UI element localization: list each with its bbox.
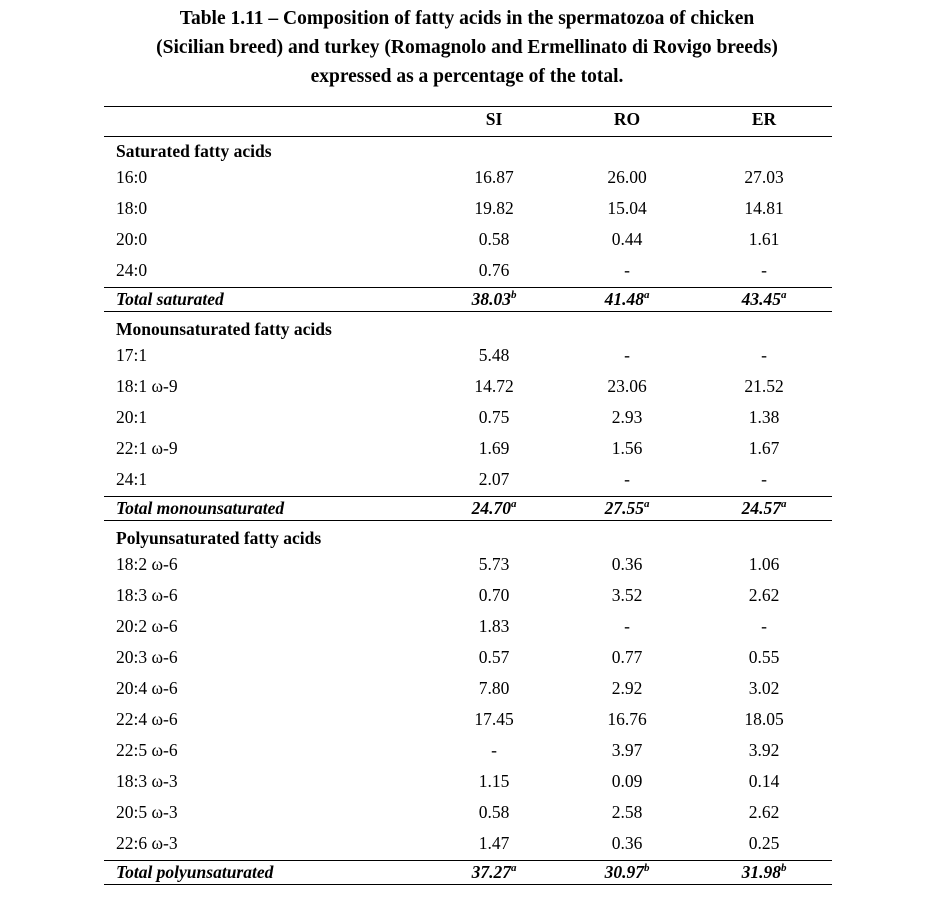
total-bottom-rule-saturated	[104, 311, 832, 312]
significance-superscript: a	[780, 289, 787, 302]
total-value: 38.03	[471, 289, 511, 309]
section-heading-label: Saturated fatty acids	[116, 141, 272, 161]
row-label: 18:3 ω-3	[116, 771, 178, 791]
significance-superscript: a	[510, 498, 517, 511]
total-cell-er	[704, 862, 824, 883]
table-row	[104, 703, 832, 734]
total-value: 30.97	[604, 862, 644, 882]
table-row	[104, 827, 832, 858]
cell-er: 0.14	[748, 771, 780, 791]
cell-er: 2.62	[748, 802, 780, 822]
cell-ro: 2.92	[611, 678, 643, 698]
cell-ro: 0.44	[611, 229, 643, 249]
cell-si: 1.15	[478, 771, 510, 791]
cell-ro: 15.04	[607, 198, 647, 218]
cell-er: -	[761, 469, 767, 489]
table-header-row	[104, 106, 832, 136]
table-row	[104, 370, 832, 401]
total-label: Total saturated	[116, 289, 224, 309]
row-label: 20:5 ω-3	[116, 802, 178, 822]
significance-superscript: a	[643, 289, 650, 302]
total-value: 37.27	[471, 862, 511, 882]
total-label: Total polyunsaturated	[116, 862, 274, 882]
table-row	[104, 765, 832, 796]
table-row	[104, 254, 832, 285]
total-value: 24.70	[471, 498, 511, 518]
cell-si: 5.73	[478, 554, 510, 574]
cell-er: 2.62	[748, 585, 780, 605]
cell-ro: -	[624, 260, 630, 280]
table-row	[104, 548, 832, 579]
total-cell-ro	[567, 289, 687, 310]
significance-superscript: b	[780, 862, 787, 875]
cell-si: 0.76	[478, 260, 510, 280]
cell-si: 0.58	[478, 229, 510, 249]
total-value: 41.48	[604, 289, 644, 309]
cell-si: -	[491, 740, 497, 760]
cell-si: 1.47	[478, 833, 510, 853]
cell-er: 0.25	[748, 833, 780, 853]
total-value: 43.45	[741, 289, 781, 309]
caption-line-1: Table 1.11 – Composition of fatty acids in the spermatozoa of chicken	[179, 8, 755, 29]
table-row	[104, 579, 832, 610]
cell-ro: 0.36	[611, 554, 643, 574]
table-row	[104, 463, 832, 494]
cell-ro: 23.06	[607, 376, 647, 396]
section-heading-saturated	[104, 135, 832, 161]
cell-er: -	[761, 345, 767, 365]
caption-line-2: (Sicilian breed) and turkey (Romagnolo and Ermellinato di Rovigo breeds)	[156, 37, 778, 58]
total-cell-si	[434, 498, 554, 519]
cell-er: 27.03	[744, 167, 784, 187]
table-row	[104, 223, 832, 254]
cell-si: 19.82	[474, 198, 514, 218]
table-row	[104, 796, 832, 827]
cell-si: 14.72	[474, 376, 514, 396]
total-cell-er	[704, 289, 824, 310]
cell-er: 1.06	[748, 554, 780, 574]
cell-si: 1.69	[478, 438, 510, 458]
cell-ro: 2.93	[611, 407, 643, 427]
cell-ro: 3.52	[611, 585, 643, 605]
cell-er: 21.52	[744, 376, 784, 396]
row-label: 22:4 ω-6	[116, 709, 178, 729]
cell-er: 18.05	[744, 709, 784, 729]
cell-ro: 2.58	[611, 802, 643, 822]
cell-er: 1.38	[748, 407, 780, 427]
cell-er: 1.67	[748, 438, 780, 458]
section-heading-label: Polyunsaturated fatty acids	[116, 528, 322, 548]
table-row	[104, 641, 832, 672]
cell-si: 7.80	[478, 678, 510, 698]
cell-ro: -	[624, 616, 630, 636]
cell-er: 3.02	[748, 678, 780, 698]
cell-si: 2.07	[478, 469, 510, 489]
significance-superscript: a	[780, 498, 787, 511]
row-label: 22:6 ω-3	[116, 833, 178, 853]
cell-si: 17.45	[474, 709, 514, 729]
total-bottom-rule-poly	[104, 884, 832, 885]
total-value: 27.55	[604, 498, 644, 518]
cell-ro: -	[624, 345, 630, 365]
total-row-poly	[104, 860, 832, 885]
significance-superscript: b	[510, 289, 517, 302]
cell-ro: 26.00	[607, 167, 647, 187]
cell-er: -	[761, 260, 767, 280]
cell-ro: 0.77	[611, 647, 643, 667]
row-label: 20:3 ω-6	[116, 647, 178, 667]
column-header-ro: RO	[613, 109, 641, 129]
total-row-mono	[104, 496, 832, 521]
row-label: 20:2 ω-6	[116, 616, 178, 636]
row-label: 18:3 ω-6	[116, 585, 178, 605]
table-row	[104, 161, 832, 192]
row-label: 18:2 ω-6	[116, 554, 178, 574]
section-heading-mono	[104, 313, 832, 339]
cell-si: 0.75	[478, 407, 510, 427]
table-row	[104, 672, 832, 703]
total-label: Total monounsaturated	[116, 498, 285, 518]
significance-superscript: b	[643, 862, 650, 875]
table-row	[104, 339, 832, 370]
cell-si: 0.57	[478, 647, 510, 667]
row-label: 18:1 ω-9	[116, 376, 178, 396]
cell-ro: 1.56	[611, 438, 643, 458]
row-label: 22:5 ω-6	[116, 740, 178, 760]
section-heading-label: Monounsaturated fatty acids	[116, 319, 332, 339]
row-label: 24:1	[116, 469, 148, 489]
total-value: 24.57	[741, 498, 781, 518]
row-label: 20:1	[116, 407, 148, 427]
row-label: 20:0	[116, 229, 148, 249]
cell-er: 0.55	[748, 647, 780, 667]
cell-si: 16.87	[474, 167, 514, 187]
cell-si: 0.58	[478, 802, 510, 822]
table-row	[104, 192, 832, 223]
cell-er: 14.81	[744, 198, 784, 218]
row-label: 18:0	[116, 198, 148, 218]
cell-ro: -	[624, 469, 630, 489]
significance-superscript: a	[510, 862, 517, 875]
row-label: 20:4 ω-6	[116, 678, 178, 698]
table-row	[104, 401, 832, 432]
table-caption	[0, 4, 934, 91]
cell-si: 1.83	[478, 616, 510, 636]
cell-er: 3.92	[748, 740, 780, 760]
cell-er: -	[761, 616, 767, 636]
row-label: 16:0	[116, 167, 148, 187]
total-row-saturated	[104, 287, 832, 312]
total-value: 31.98	[741, 862, 781, 882]
total-cell-ro	[567, 498, 687, 519]
cell-si: 0.70	[478, 585, 510, 605]
cell-ro: 0.36	[611, 833, 643, 853]
table-row	[104, 734, 832, 765]
column-header-si: SI	[485, 109, 503, 129]
row-label: 17:1	[116, 345, 148, 365]
total-cell-ro	[567, 862, 687, 883]
table-row	[104, 432, 832, 463]
cell-si: 5.48	[478, 345, 510, 365]
column-header-er: ER	[751, 109, 777, 129]
cell-er: 1.61	[748, 229, 780, 249]
section-heading-poly	[104, 522, 832, 548]
cell-ro: 16.76	[607, 709, 647, 729]
total-cell-er	[704, 498, 824, 519]
row-label: 24:0	[116, 260, 148, 280]
row-label: 22:1 ω-9	[116, 438, 178, 458]
total-cell-si	[434, 862, 554, 883]
cell-ro: 3.97	[611, 740, 643, 760]
significance-superscript: a	[643, 498, 650, 511]
total-cell-si	[434, 289, 554, 310]
table-row	[104, 610, 832, 641]
cell-ro: 0.09	[611, 771, 643, 791]
caption-line-3: expressed as a percentage of the total.	[310, 66, 624, 87]
total-bottom-rule-mono	[104, 520, 832, 521]
